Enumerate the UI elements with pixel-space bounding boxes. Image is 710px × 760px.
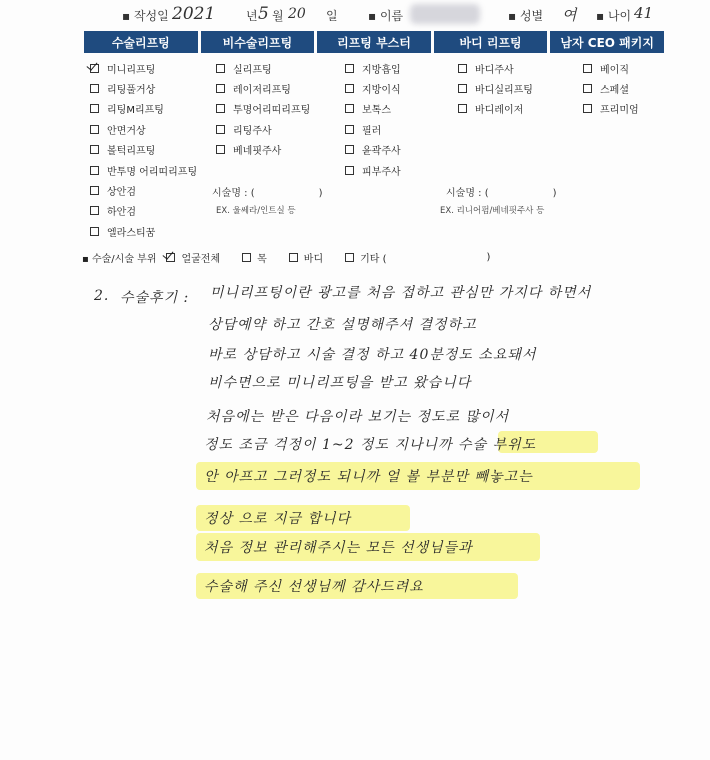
age-label: ▪ 나이 <box>596 9 632 23</box>
gender-label: ▪ 성별 <box>508 9 544 23</box>
checkbox <box>216 64 225 73</box>
list-item: 레이저리프팅 <box>216 78 310 98</box>
list-item: 투명어리띠리프팅 <box>216 99 310 119</box>
review-number: 2. <box>94 288 110 304</box>
list-item: 스페셜 <box>583 78 639 98</box>
checkbox <box>90 125 99 134</box>
checkbox <box>90 166 99 175</box>
checkbox <box>583 64 592 73</box>
checkbox <box>345 125 354 134</box>
year-label: 년 <box>246 9 258 23</box>
name-label: ▪ 이름 <box>368 9 404 23</box>
tab-lifting-booster: 리프팅 부스터 <box>317 31 431 53</box>
review-line: 비수면으로 미니리프팅을 받고 왔습니다 <box>208 375 472 391</box>
checklist-col-body <box>458 58 533 119</box>
list-item: 엘라스티꿈 <box>90 221 197 241</box>
list-item: 실리프팅 <box>216 58 310 78</box>
parts-label: ▪ 수술/시술 부위 <box>82 254 157 265</box>
checklist-col-nonsurgical <box>216 58 310 160</box>
tab-nonsurgical-lifting: 비수술리프팅 <box>201 31 315 53</box>
procedure-name-field-4: 시술명 : ( ) <box>446 188 557 199</box>
review-line: 정도 조금 걱정이 1~2 정도 지나니까 수술 부위도 <box>204 437 537 453</box>
day-label: 일 <box>326 9 338 23</box>
review-line: 안 아프고 그러정도 되니까 얼 볼 부분만 빼놓고는 <box>204 469 533 485</box>
list-item: 안면거상 <box>90 119 197 139</box>
list-item: 보톡스 <box>345 99 401 119</box>
procedure-name-field-2: 시술명 : ( ) <box>212 188 323 199</box>
year-value: 2021 <box>172 4 216 24</box>
month-label: 월 <box>272 9 284 23</box>
checkbox <box>458 64 467 73</box>
checkbox <box>90 145 99 154</box>
part-option: 바디 <box>289 250 323 265</box>
review-line: 미니리프팅이란 광고를 처음 접하고 관심만 가지다 하면서 <box>210 285 592 301</box>
checkbox <box>242 253 251 262</box>
checkbox <box>345 166 354 175</box>
checkbox <box>216 84 225 93</box>
month-value: 5 <box>258 4 269 24</box>
procedure-example-2: EX. 울쎄라/인트실 등 <box>216 206 296 216</box>
checkbox <box>216 145 225 154</box>
checkbox <box>90 84 99 93</box>
date-label: ▪ 작성일 <box>122 9 169 23</box>
list-item: 피부주사 <box>345 160 401 180</box>
name-redacted <box>410 4 480 24</box>
checkbox <box>583 104 592 113</box>
checkbox <box>216 104 225 113</box>
checkbox-checked <box>90 64 99 73</box>
review-line: 정상 으로 지금 합니다 <box>204 511 352 527</box>
checkbox <box>345 145 354 154</box>
gender-value: 여 <box>562 6 577 24</box>
part-option: 목 <box>242 250 267 265</box>
checkbox <box>90 186 99 195</box>
checkbox <box>458 84 467 93</box>
list-item: 리팅풀거상 <box>90 78 197 98</box>
checklist-col-surgical <box>90 58 197 242</box>
list-item: 지방이식 <box>345 78 401 98</box>
tab-body-lifting: 바디 리프팅 <box>434 31 548 53</box>
list-item: 필러 <box>345 119 401 139</box>
list-item: 프리미엄 <box>583 99 639 119</box>
category-tabs <box>84 31 664 53</box>
tab-ceo-package: 남자 CEO 패키지 <box>550 31 664 53</box>
list-item: 지방흡입 <box>345 58 401 78</box>
list-item: 상안검 <box>90 180 197 200</box>
list-item: 반투명 어리띠리프팅 <box>90 160 197 180</box>
checkbox <box>90 104 99 113</box>
day-value: 20 <box>288 6 306 22</box>
list-item: 바디주사 <box>458 58 533 78</box>
checkbox <box>458 104 467 113</box>
list-item: 바디실리프팅 <box>458 78 533 98</box>
checkbox <box>289 253 298 262</box>
checkbox-checked <box>166 253 175 262</box>
checkbox <box>345 253 354 262</box>
review-line: 처음에는 받은 다음이라 보기는 정도로 많이서 <box>206 409 510 425</box>
list-item: 리팅M리프팅 <box>90 99 197 119</box>
list-item: 리팅주사 <box>216 119 310 139</box>
checklist-col-booster <box>345 58 401 180</box>
checkbox <box>583 84 592 93</box>
procedure-example-4: EX. 리니어펌/베네핏주사 등 <box>440 206 545 216</box>
list-item: 바디레이저 <box>458 99 533 119</box>
part-option: 얼굴전체 <box>166 250 220 265</box>
list-item: 베네핏주사 <box>216 140 310 160</box>
age-value: 41 <box>634 4 654 22</box>
review-line: 바로 상담하고 시술 결정 하고 40분정도 소요돼서 <box>208 347 537 363</box>
checkbox <box>345 104 354 113</box>
review-line: 수술해 주신 선생님께 감사드려요 <box>204 579 424 595</box>
list-item: 볼턱리프팅 <box>90 140 197 160</box>
checkbox <box>345 84 354 93</box>
list-item: 베이직 <box>583 58 639 78</box>
parts-row <box>82 250 490 265</box>
tab-surgical-lifting: 수술리프팅 <box>84 31 198 53</box>
checkbox <box>90 206 99 215</box>
list-item: 윤곽주사 <box>345 140 401 160</box>
part-option: 기타 ( ) <box>345 250 490 265</box>
list-item: 미니리프팅 <box>90 58 197 78</box>
review-line: 상담예약 하고 간호 설명해주셔 결정하고 <box>208 317 477 333</box>
checklist-col-ceo <box>583 58 639 119</box>
review-title: 수술후기 : <box>120 290 190 306</box>
checkbox <box>90 227 99 236</box>
checkbox <box>345 64 354 73</box>
list-item: 하안검 <box>90 201 197 221</box>
review-line: 처음 정보 관리해주시는 모든 선생님들과 <box>204 540 473 556</box>
checkbox <box>216 125 225 134</box>
